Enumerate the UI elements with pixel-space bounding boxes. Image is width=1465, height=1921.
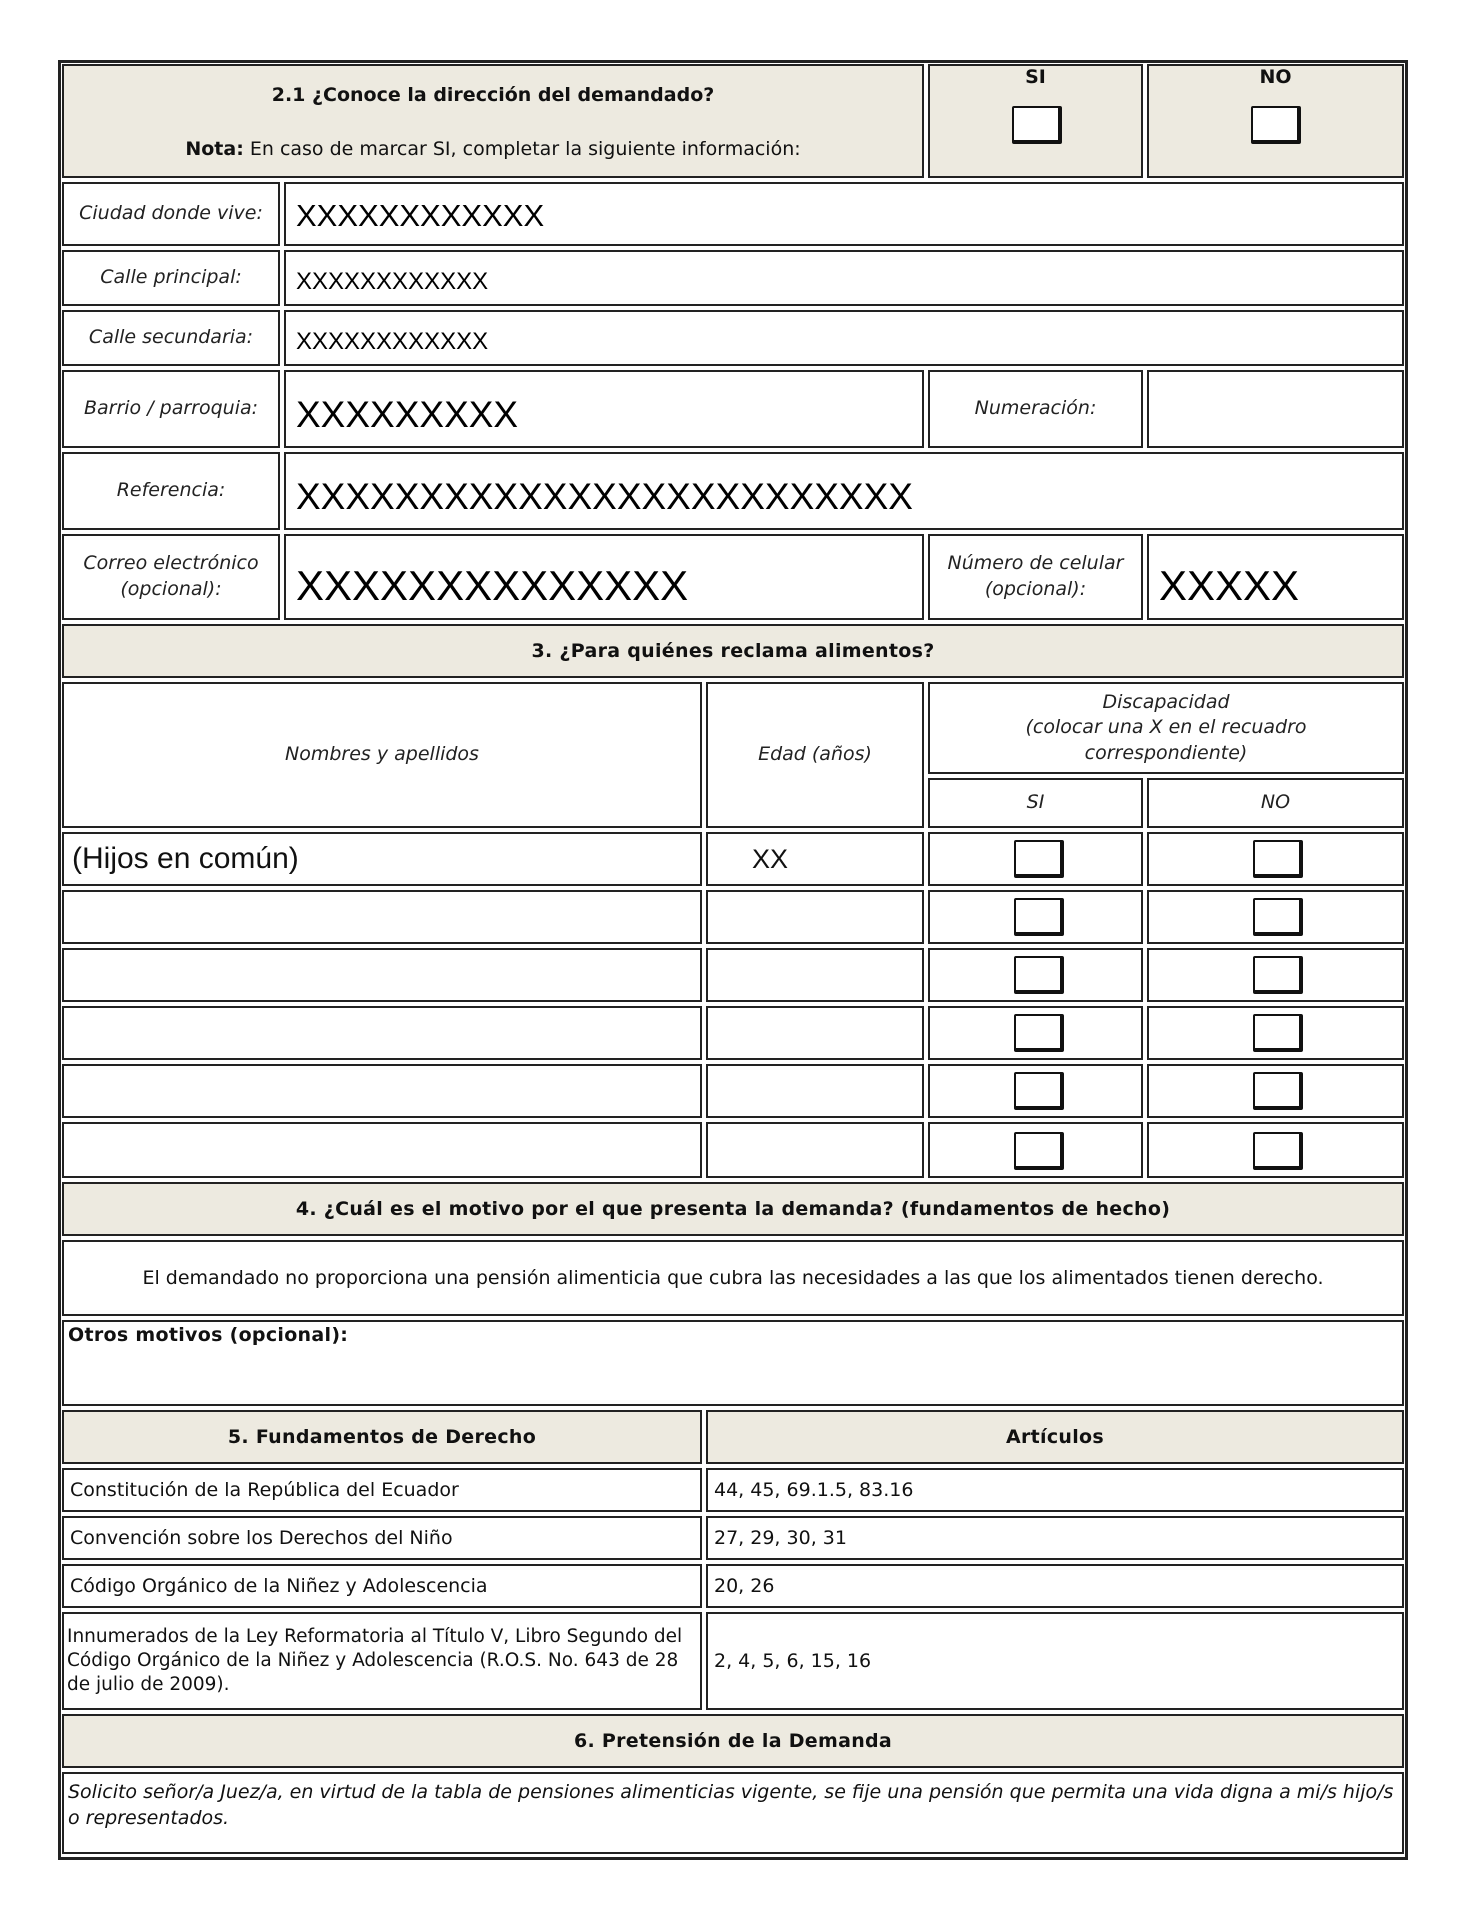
other-reasons-label: Otros motivos (opcional): xyxy=(68,1324,349,1346)
child-name[interactable]: (Hijos en común) xyxy=(72,842,299,875)
col-names-header: Nombres y apellidos xyxy=(62,682,702,828)
knows-address-no-checkbox[interactable] xyxy=(1251,106,1301,144)
disability-no-checkbox[interactable] xyxy=(1253,956,1303,994)
child-age-cell xyxy=(706,1006,924,1060)
child-age-cell xyxy=(706,832,924,886)
section-4-title: 4. ¿Cuál es el motivo por el que presenta la demanda? (fundamentos de hecho) xyxy=(62,1182,1404,1236)
email-label xyxy=(62,534,280,620)
row-no-cell xyxy=(1147,1064,1404,1118)
email-label-line1: Correo electrónico xyxy=(83,552,259,575)
row-si-cell xyxy=(928,1006,1143,1060)
disability-si-checkbox[interactable] xyxy=(1014,1014,1064,1052)
disability-si-checkbox[interactable] xyxy=(1014,1072,1064,1110)
reference-field[interactable]: XXXXXXXXXXXXXXXXXXXXXXXXX xyxy=(284,452,1404,530)
city-field[interactable]: XXXXXXXXXXXX xyxy=(284,182,1404,246)
row-no-cell xyxy=(1147,832,1404,886)
disability-line2: (colocar una X en el recuadro xyxy=(1025,716,1307,739)
law-name: Código Orgánico de la Niñez y Adolescencia xyxy=(62,1564,702,1608)
disability-si-checkbox[interactable] xyxy=(1014,840,1064,878)
row-no-cell xyxy=(1147,1006,1404,1060)
disability-no-checkbox[interactable] xyxy=(1253,898,1303,936)
neighborhood-label: Barrio / parroquia: xyxy=(62,370,280,448)
main-street-field[interactable]: XXXXXXXXXXXX xyxy=(284,250,1404,306)
disability-no-checkbox[interactable] xyxy=(1253,1014,1303,1052)
section-21-si-cell xyxy=(928,64,1143,178)
row-si-cell xyxy=(928,1064,1143,1118)
phone-label-line2: (opcional): xyxy=(984,578,1087,600)
secondary-street-label: Calle secundaria: xyxy=(62,310,280,366)
si-label: SI xyxy=(1025,66,1046,88)
disability-line1: Discapacidad xyxy=(1102,690,1230,713)
table-row xyxy=(62,890,702,944)
city-label: Ciudad donde vive: xyxy=(62,182,280,246)
law-articles: 20, 26 xyxy=(706,1564,1404,1608)
law-name: Constitución de la República del Ecuador xyxy=(62,1468,702,1512)
row-no-cell xyxy=(1147,1122,1404,1178)
col-age-header: Edad (años) xyxy=(706,682,924,828)
law-articles: 27, 29, 30, 31 xyxy=(706,1516,1404,1560)
email-label-line2: (opcional): xyxy=(120,578,222,600)
row-no-cell xyxy=(1147,890,1404,944)
table-row xyxy=(62,948,702,1002)
knows-address-si-checkbox[interactable] xyxy=(1012,106,1062,144)
table-row xyxy=(62,1006,702,1060)
disability-no-checkbox[interactable] xyxy=(1253,1072,1303,1110)
section-5-title: 5. Fundamentos de Derecho xyxy=(62,1410,702,1464)
table-row xyxy=(62,1122,702,1178)
table-row xyxy=(62,1064,702,1118)
col-si-header: SI xyxy=(928,778,1143,828)
other-reasons-field[interactable] xyxy=(62,1320,1404,1406)
child-age-cell xyxy=(706,948,924,1002)
child-age[interactable]: XX xyxy=(752,843,789,874)
secondary-street-field[interactable]: XXXXXXXXXXXX xyxy=(284,310,1404,366)
law-name: Convención sobre los Derechos del Niño xyxy=(62,1516,702,1560)
section-21-question: 2.1 ¿Conoce la dirección del demandado? xyxy=(271,84,715,106)
reference-label: Referencia: xyxy=(62,452,280,530)
phone-label-line1: Número de celular xyxy=(947,552,1124,575)
disability-si-checkbox[interactable] xyxy=(1014,898,1064,936)
row-no-cell xyxy=(1147,948,1404,1002)
phone-field[interactable]: XXXXX xyxy=(1147,534,1404,620)
col-disability-header xyxy=(928,682,1404,774)
number-label: Numeración: xyxy=(928,370,1143,448)
disability-no-checkbox[interactable] xyxy=(1253,840,1303,878)
law-name: Innumerados de la Ley Reformatoria al Título V, Libro Segundo del Código Orgánico de la Niñez y Adolescencia (R.O.S. No. 643 de 28 de julio de 2009). xyxy=(62,1612,702,1710)
section-3-title: 3. ¿Para quiénes reclama alimentos? xyxy=(62,624,1404,678)
row-si-cell xyxy=(928,890,1143,944)
row-si-cell xyxy=(928,832,1143,886)
law-articles: 44, 45, 69.1.5, 83.16 xyxy=(706,1468,1404,1512)
note-label: Nota: xyxy=(185,138,244,160)
number-field[interactable] xyxy=(1147,370,1404,448)
child-age-cell xyxy=(706,890,924,944)
col-no-header: NO xyxy=(1147,778,1404,828)
disability-no-checkbox[interactable] xyxy=(1253,1132,1303,1170)
row-si-cell xyxy=(928,948,1143,1002)
col-articles-header: Artículos xyxy=(706,1410,1404,1464)
phone-label xyxy=(928,534,1143,620)
disability-line3: correspondiente) xyxy=(1084,741,1248,764)
section-21-no-cell xyxy=(1147,64,1404,178)
row-si-cell xyxy=(928,1122,1143,1178)
section-21-header xyxy=(62,64,924,178)
email-field[interactable]: XXXXXXXXXXXXXX xyxy=(284,534,924,620)
main-street-label: Calle principal: xyxy=(62,250,280,306)
child-age-cell xyxy=(706,1122,924,1178)
claim-text: Solicito señor/a Juez/a, en virtud de la tabla de pensiones alimenticias vigente, se fije una pensión que permita una vida digna a mi/s hijo/s o representados. xyxy=(62,1772,1404,1854)
note-text: En caso de marcar SI, completar la siguiente información: xyxy=(249,138,801,160)
section-6-title: 6. Pretensión de la Demanda xyxy=(62,1714,1404,1768)
law-articles: 2, 4, 5, 6, 15, 16 xyxy=(706,1612,1404,1710)
no-label: NO xyxy=(1259,66,1292,88)
neighborhood-field[interactable]: XXXXXXXXX xyxy=(284,370,924,448)
table-row xyxy=(62,832,702,886)
disability-si-checkbox[interactable] xyxy=(1014,956,1064,994)
disability-si-checkbox[interactable] xyxy=(1014,1132,1064,1170)
section-21-note xyxy=(64,138,922,160)
reason-text: El demandado no proporciona una pensión alimenticia que cubra las necesidades a las que los alimentados tienen derecho. xyxy=(62,1240,1404,1316)
child-age-cell xyxy=(706,1064,924,1118)
